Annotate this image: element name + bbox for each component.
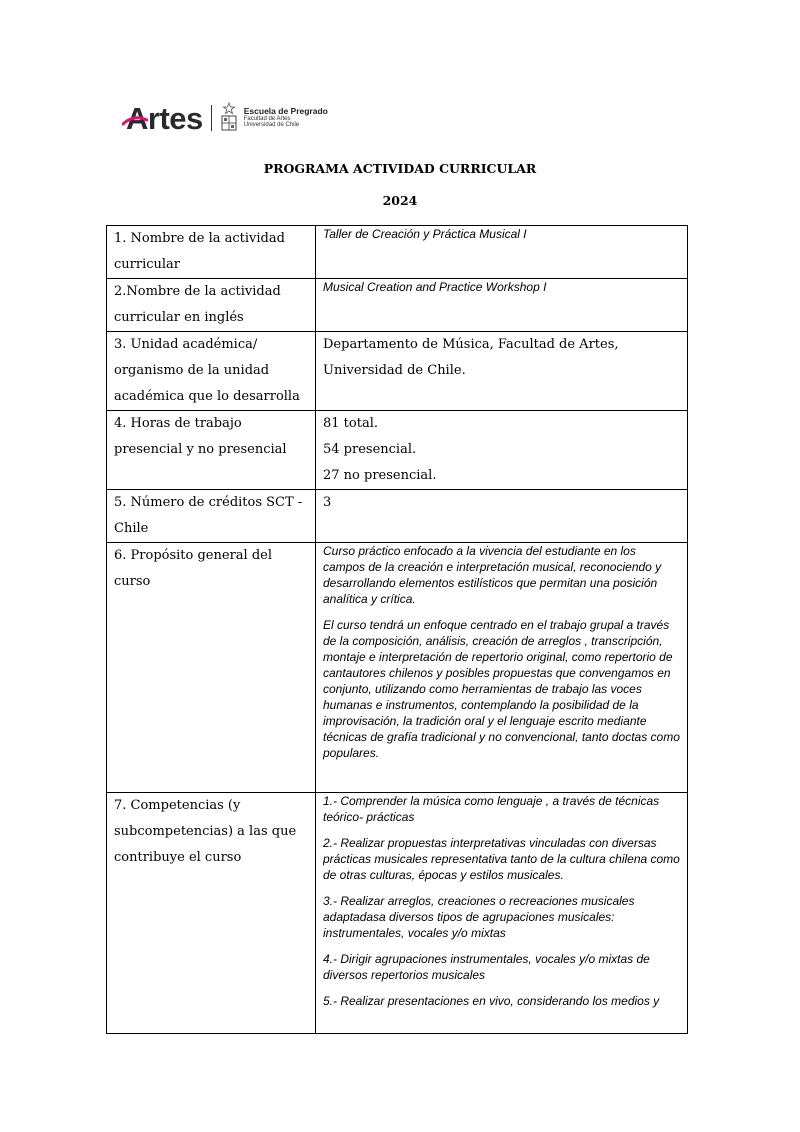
competency-item: 3.- Realizar arreglos, creaciones o recreaciones musicales adaptadasa diversos tipos de agrupaciones musicales: instrumentales, vocales y/o mixtas xyxy=(323,894,635,940)
school-name xyxy=(244,107,328,129)
university-seal-icon xyxy=(220,102,238,134)
document-title: PROGRAMA ACTIVIDAD CURRICULAR xyxy=(263,161,537,176)
hours-no-presencial: 27 no presencial. xyxy=(323,468,437,483)
table-row xyxy=(107,332,688,411)
row-value xyxy=(316,793,688,1034)
table-row xyxy=(107,279,688,332)
header-logo xyxy=(126,98,328,138)
logo-divider xyxy=(211,105,212,131)
school-line-2: Facultad de Artes xyxy=(243,116,291,123)
document-year: 2024 xyxy=(382,193,418,208)
table-row xyxy=(107,490,688,543)
row-label: 7. Competencias (y subcompetencias) a las que contribuye el curso xyxy=(107,793,316,1034)
table-row xyxy=(107,226,688,279)
row-value: Taller de Creación y Práctica Musical I xyxy=(316,226,688,279)
table-row xyxy=(107,411,688,490)
row-value: Departamento de Música, Facultad de Artes, Universidad de Chile. xyxy=(316,332,688,411)
row-value xyxy=(316,411,688,490)
logo-text: Artes xyxy=(126,100,203,136)
purpose-paragraph: Curso práctico enfocado a la vivencia del estudiante en los campos de la creación e interpretación musical, reconociendo y desarrollando elementos estilísticos que permitan una posición analítica y crítica. xyxy=(323,544,662,606)
row-label: 3. Unidad académica/ organismo de la unidad académica que lo desarrolla xyxy=(107,332,316,411)
hours-total: 81 total. xyxy=(323,416,378,431)
row-value: 3 xyxy=(316,490,688,543)
program-table xyxy=(106,225,688,1034)
competency-item: 4.- Dirigir agrupaciones instrumentales, vocales y/o mixtas de diversos repertorios musicales xyxy=(323,952,650,982)
competency-item: 5.- Realizar presentaciones en vivo, considerando los medios y xyxy=(323,994,660,1008)
row-label: 2.Nombre de la actividad curricular en inglés xyxy=(107,279,316,332)
row-value: Musical Creation and Practice Workshop I xyxy=(316,279,688,332)
row-value xyxy=(316,543,688,793)
row-label: 4. Horas de trabajo presencial y no presencial xyxy=(107,411,316,490)
competencies-list xyxy=(323,793,680,1031)
row-label: 5. Número de créditos SCT - Chile xyxy=(107,490,316,543)
school-line-1: Escuela de Pregrado xyxy=(243,106,328,117)
row-label: 6. Propósito general del curso xyxy=(107,543,316,793)
artes-logo xyxy=(126,100,203,136)
table-row xyxy=(107,793,688,1034)
logo-swoosh-icon xyxy=(122,116,148,126)
competency-item: 1.- Comprender la música como lenguaje , a través de técnicas teórico- prácticas xyxy=(323,794,660,824)
hours-presencial: 54 presencial. xyxy=(323,442,417,457)
purpose-paragraph: El curso tendrá un enfoque centrado en el trabajo grupal a través de la composición, análisis, creación de arreglos , transcripción, montaje e interpretación de repertorio original, como repertorio de cantautores chilenos y posibles propuestas que convengamos en conjunto, utilizando como herramientas de trabajo las voces humanas e instrumentos, contemplando la posibilidad de la improvisación, la tradición oral y el lenguaje escrito mediante técnicas de grafía tradicional y no convencional, tanto doctas como populares. xyxy=(323,618,680,760)
row-label: 1. Nombre de la actividad curricular xyxy=(107,226,316,279)
competency-item: 2.- Realizar propuestas interpretativas vinculadas con diversas prácticas musicales representativa tanto de la cultura chilena como de otras culturas, épocas y estilos musicales. xyxy=(323,836,680,882)
table-row xyxy=(107,543,688,793)
school-line-3: Universidad de Chile xyxy=(243,122,300,129)
